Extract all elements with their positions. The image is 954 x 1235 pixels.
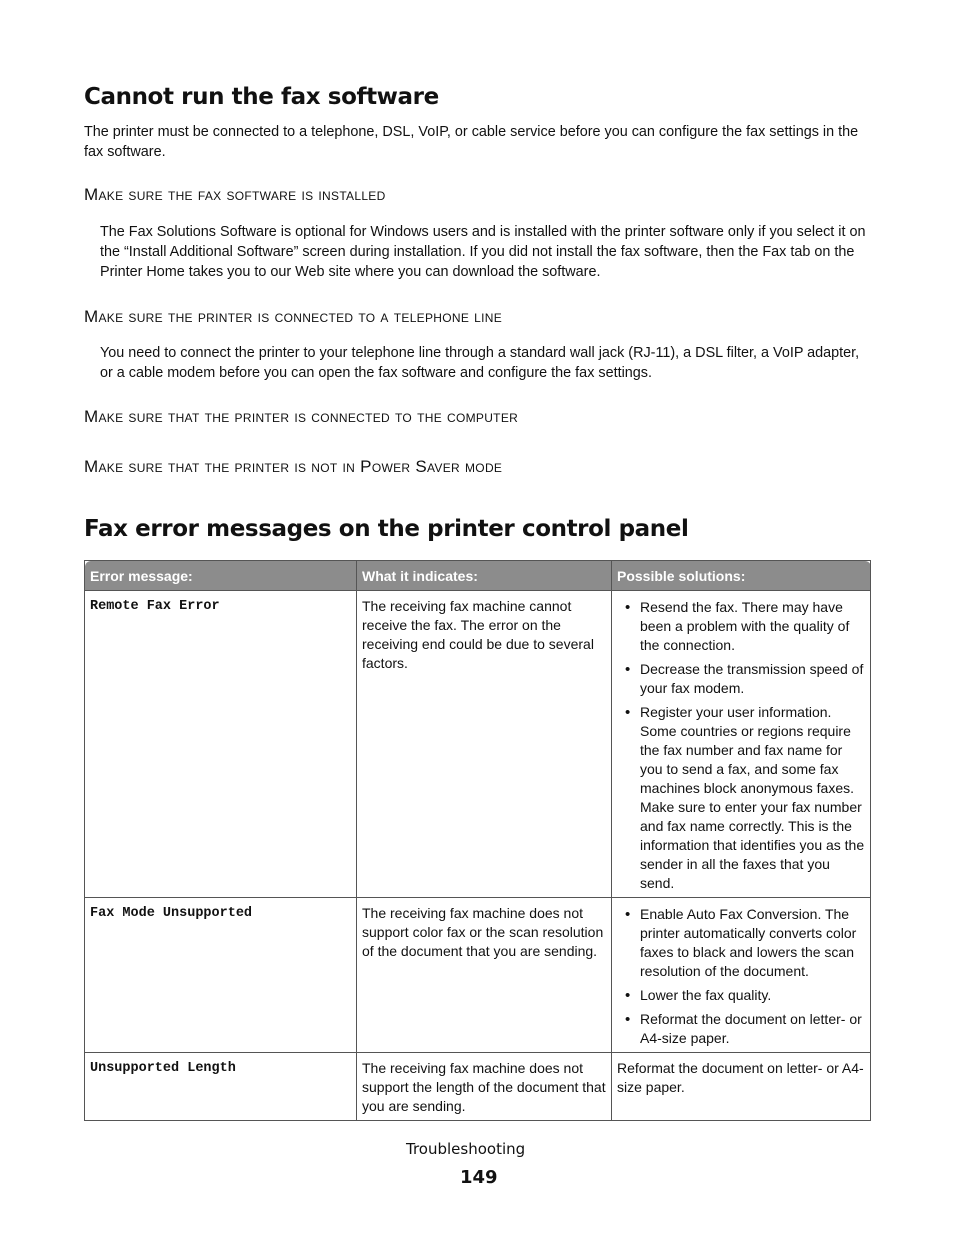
- indicates-cell: The receiving fax machine does not support the length of the document that you are sending.: [357, 1053, 612, 1121]
- indicates-cell: The receiving fax machine cannot receive the fax. The error on the receiving end could be due to several factors.: [357, 591, 612, 898]
- section-title-fax-error-messages: Fax error messages on the printer control panel: [84, 516, 689, 542]
- solutions-cell: [612, 591, 871, 898]
- error-message-cell: Unsupported Length: [85, 1053, 357, 1121]
- fax-error-table: [84, 560, 871, 1121]
- paragraph-software-installed: The Fax Solutions Software is optional for Windows users and is installed with the printer software only if you select it on the “Install Additional Software” screen during installation. If you did not install the fax software, then the Fax tab on the Printer Home takes you to our Web site where you can download the software.: [100, 224, 866, 280]
- error-message-cell: Fax Mode Unsupported: [85, 898, 357, 1053]
- solution-item: • Lower the fax quality.: [617, 986, 865, 1005]
- solution-item: • Enable Auto Fax Conversion. The printer automatically converts color faxes to black and lowers the scan resolution of the document.: [617, 905, 865, 981]
- solutions-list: [617, 905, 865, 1048]
- solutions-cell: Reformat the document on letter- or A4-size paper.: [612, 1053, 871, 1121]
- solutions-cell: [612, 898, 871, 1053]
- footer-section-title: Troubleshooting: [406, 1140, 526, 1158]
- indicates-cell: The receiving fax machine does not support color fax or the scan resolution of the document that you are sending.: [357, 898, 612, 1053]
- subheading-connected-computer: Make sure that the printer is connected to the computer: [84, 407, 519, 426]
- section-title-fax-software: Cannot run the fax software: [84, 84, 439, 110]
- solution-item: • Decrease the transmission speed of your fax modem.: [617, 660, 865, 698]
- table-row: [85, 591, 871, 898]
- subheading-software-installed: Make sure the fax software is installed: [84, 185, 386, 204]
- solution-item: • Resend the fax. There may have been a problem with the quality of the connection.: [617, 598, 865, 655]
- paragraph-telephone-line: You need to connect the printer to your telephone line through a standard wall jack (RJ-11), a DSL filter, a VoIP adapter, or a cable modem before you can open the fax software and configure the fax settings.: [100, 345, 860, 381]
- solution-item: • Register your user information. Some countries or regions require the fax number and fax name for you to send a fax, and some fax machines block anonymous faxes. Make sure to enter your fax number and fax name correctly. This is the information that identifies you as the sender in all the faxes that you send.: [617, 703, 865, 893]
- header-what-it-indicates: What it indicates:: [357, 561, 612, 591]
- subheading-power-saver: Make sure that the printer is not in Power Saver mode: [84, 457, 503, 476]
- table-row: [85, 1053, 871, 1121]
- subheading-telephone-line: Make sure the printer is connected to a telephone line: [84, 307, 503, 326]
- table-header-row: [85, 561, 871, 591]
- solution-item: • Reformat the document on letter- or A4-size paper.: [617, 1010, 865, 1048]
- page-number: 149: [460, 1167, 498, 1188]
- header-error-message: Error message:: [85, 561, 357, 591]
- intro-paragraph: The printer must be connected to a telephone, DSL, VoIP, or cable service before you can configure the fax settings in the fax software.: [84, 124, 859, 160]
- solutions-list: [617, 598, 865, 893]
- error-message-cell: Remote Fax Error: [85, 591, 357, 898]
- table-row: [85, 898, 871, 1053]
- header-possible-solutions: Possible solutions:: [612, 561, 871, 591]
